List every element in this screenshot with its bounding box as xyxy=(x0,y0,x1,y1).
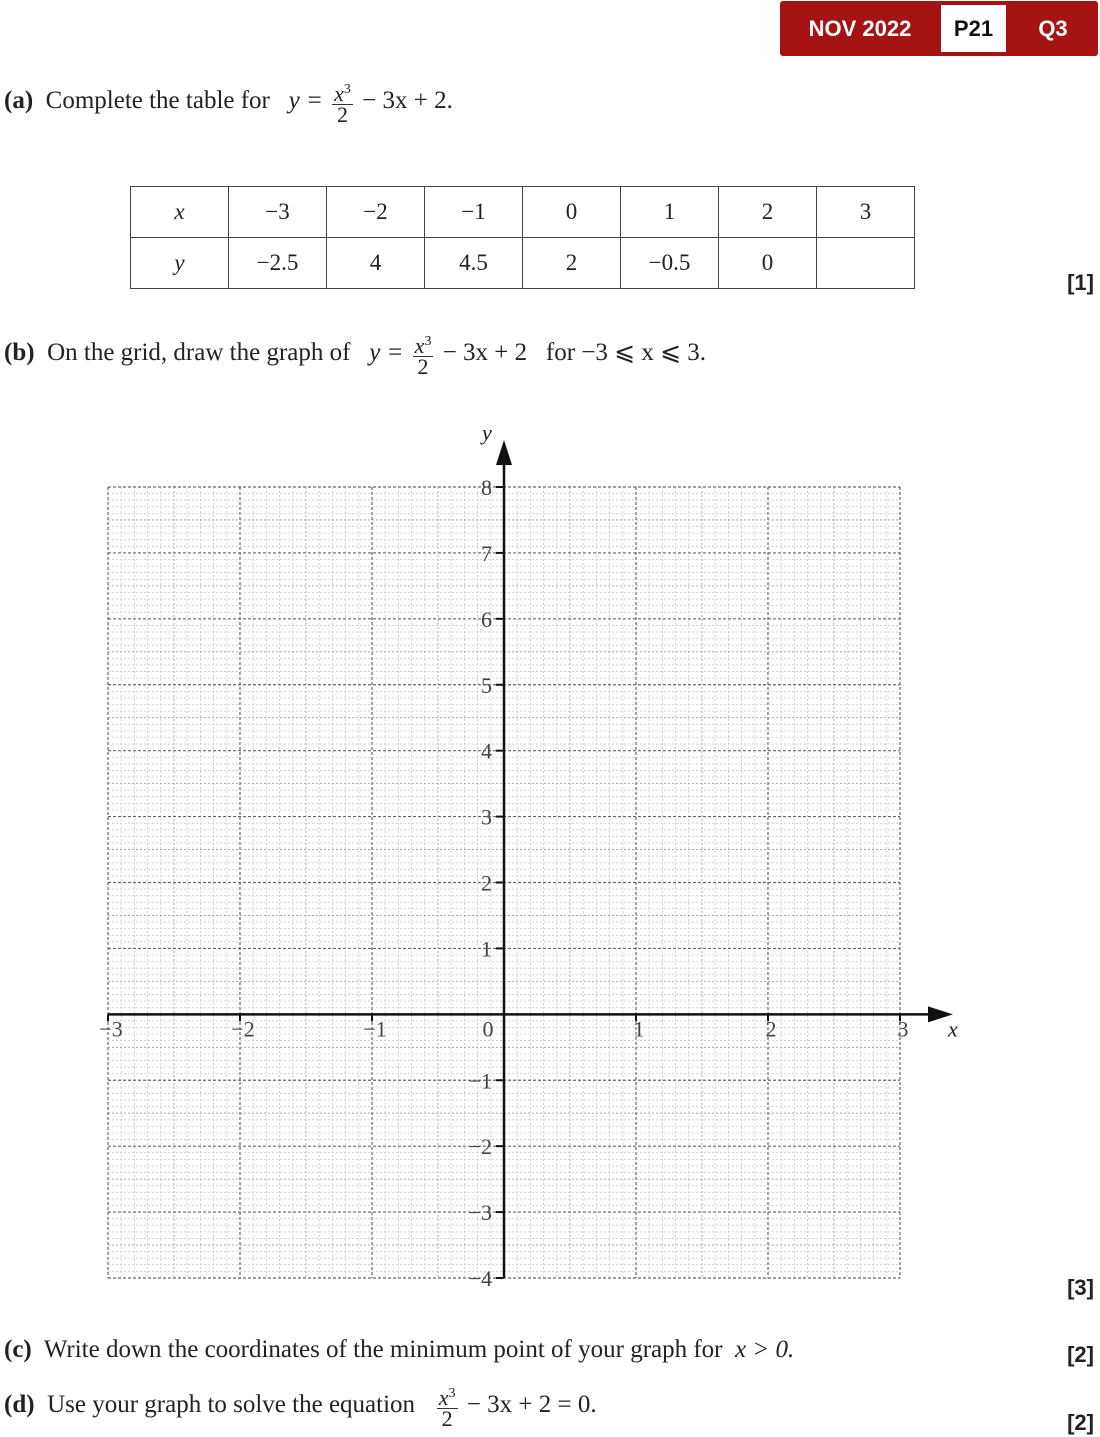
part-d-question xyxy=(4,1384,597,1429)
y-tick-label: −2 xyxy=(468,1134,492,1160)
x-cell: −1 xyxy=(425,187,523,238)
session-label: NOV 2022 xyxy=(808,15,912,41)
x-tick-label: −3 xyxy=(99,1016,123,1042)
x-tick-label: −1 xyxy=(363,1016,387,1042)
part-a-fraction: $\frac{x^3}{2}$ xyxy=(334,81,351,127)
x-tick-label: 3 xyxy=(897,1016,909,1042)
y-tick-label: 5 xyxy=(481,672,492,698)
y-tick-label: 2 xyxy=(481,870,492,896)
part-d-label: (d) xyxy=(4,1391,35,1419)
y-axis-arrow xyxy=(496,440,512,465)
x-cell: −2 xyxy=(327,187,425,238)
part-a-eq-lhs: y = xyxy=(288,87,323,115)
x-cell: −3 xyxy=(229,187,327,238)
part-a-label: (a) xyxy=(4,87,34,115)
y-tick-label: −4 xyxy=(468,1266,492,1291)
part-d-fraction: $\frac{x^3}{2}$ xyxy=(438,1385,456,1431)
part-c-condition: x > 0. xyxy=(735,1336,795,1363)
part-b-marks: [3] xyxy=(1067,1275,1094,1300)
y-cell: 4.5 xyxy=(425,238,523,289)
row-header-x: x xyxy=(131,187,229,238)
origin-label: 0 xyxy=(482,1016,494,1042)
part-a-marks: [1] xyxy=(1067,270,1094,295)
question-label: Q3 xyxy=(1038,15,1068,41)
part-a-text: Complete the table for xyxy=(45,87,270,115)
part-c-text: Write down the coordinates of the minimum point of your graph for xyxy=(43,1336,723,1363)
part-d-marks: [2] xyxy=(1067,1410,1094,1435)
y-tick-label: 8 xyxy=(481,475,492,500)
y-cell: 2 xyxy=(523,238,621,289)
paper-label: P21 xyxy=(941,5,1006,52)
y-tick-label: −3 xyxy=(468,1200,492,1226)
part-b-text: On the grid, draw the graph of xyxy=(47,339,351,367)
part-d-text: Use your graph to solve the equation xyxy=(47,1391,416,1419)
y-tick-label: 1 xyxy=(481,936,492,962)
part-b-eq-lhs: y = xyxy=(369,339,404,367)
part-c-marks: [2] xyxy=(1067,1342,1094,1367)
x-cell: 1 xyxy=(621,187,719,238)
part-c-question xyxy=(4,1336,794,1364)
y-tick-label: −1 xyxy=(468,1068,492,1094)
y-tick-label: 6 xyxy=(481,606,492,632)
part-c-label: (c) xyxy=(4,1336,32,1363)
part-b-eq-rest: − 3x + 2 xyxy=(442,339,528,367)
y-tick-label: 7 xyxy=(481,540,492,566)
y-cell: −0.5 xyxy=(621,238,719,289)
part-b-domain: for −3 ⩽ x ⩽ 3. xyxy=(545,339,707,367)
x-axis-label: x xyxy=(948,1016,958,1042)
part-b-fraction: $\frac{x^3}{2}$ xyxy=(414,333,432,379)
y-cell: 0 xyxy=(719,238,817,289)
x-tick-label: −2 xyxy=(231,1016,255,1042)
x-tick-label: 1 xyxy=(633,1016,645,1042)
y-cell: −2.5 xyxy=(229,238,327,289)
y-tick-label: 4 xyxy=(481,738,492,764)
y-tick-label: 3 xyxy=(481,804,492,830)
part-a-eq-rest: − 3x + 2. xyxy=(362,87,453,115)
x-cell: 3 xyxy=(817,187,915,238)
part-b-label: (b) xyxy=(4,339,35,367)
row-header-y: y xyxy=(131,238,229,289)
y-cell: 4 xyxy=(327,238,425,289)
x-tick-label: 2 xyxy=(765,1016,777,1042)
y-axis-label: y xyxy=(482,420,492,445)
x-cell: 2 xyxy=(719,187,817,238)
part-d-eq-rest: − 3x + 2 = 0. xyxy=(466,1391,597,1419)
x-cell: 0 xyxy=(523,187,621,238)
